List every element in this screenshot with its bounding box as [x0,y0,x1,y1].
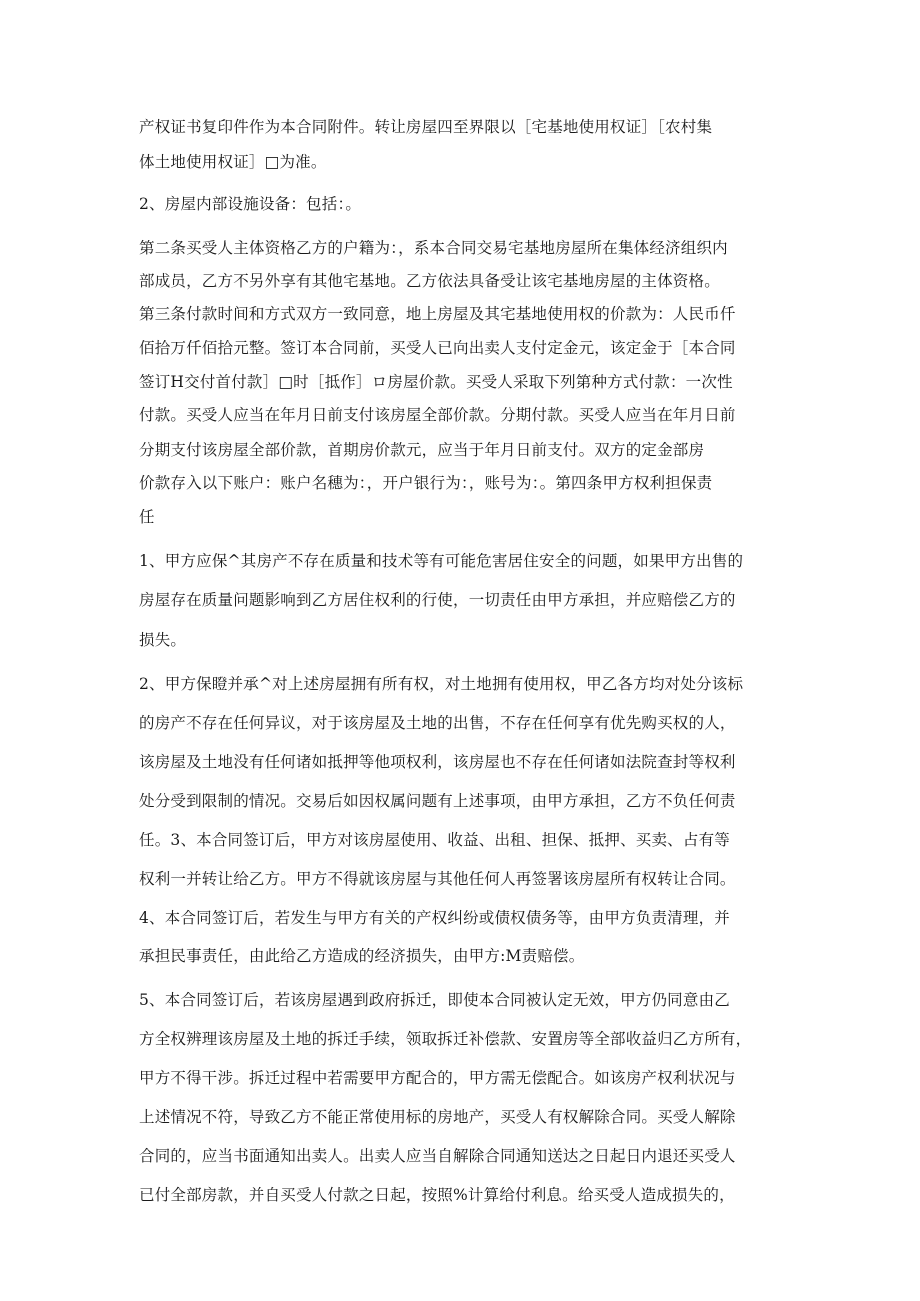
text-line: 第二条买受人主体资格乙方的户籍为：，系本合同交易宅基地房屋所在集体经济组织内 [139,239,728,257]
text-line: 佰拾万仟佰拾元整。签订本合同前，买受人已向出卖人支付定金元，该定金于［本合同 [139,339,736,357]
text-line: 签订H交付首付款］□时［抵作］ロ房屋价款。买受人采取下列第种方式付款：一次性 [139,373,733,391]
text-line: 上述情况不符，导致乙方不能正常使用标的房地产，买受人有权解除合同。买受人解除 [139,1108,736,1126]
text-line: 房屋存在质量问题影响到乙方居住权利的行使，一切责任由甲方承担，并应赔偿乙方的 [139,591,736,609]
text-line: 2、甲方保瞪并承^对上述房屋拥有所有权，对土地拥有使用权，甲乙各方均对处分该标 [139,675,744,693]
text-line: 4、本合同签订后，若发生与甲方有关的产权纠纷或债权债务等，由甲方负责清理，并 [139,909,730,927]
text-line: 处分受到限制的情况。交易后如因权属问题有上述事项，由甲方承担，乙方不负任何责 [139,792,736,810]
text-line: 第三条付款时间和方式双方一致同意，地上房屋及其宅基地使用权的价款为：人民币仟 [139,305,736,323]
text-line: 权利一并转让给乙方。甲方不得就该房屋与其他任何人再签署该房屋所有权转让合同。 [139,870,736,888]
text-line: 1、甲方应保^其房产不存在质量和技术等有可能危害居住安全的问题，如果甲方出售的 [139,552,744,570]
text-line: 2、房屋内部设施设备：包括：。 [139,195,362,213]
text-line: 体土地使用权证］□为准。 [139,153,327,171]
text-line: 承担民事责任，由此给乙方造成的经济损失，由甲方:M责赔偿。 [139,947,585,965]
text-line: 任。3、本合同签订后，甲方对该房屋使用、收益、出租、担保、抵押、买卖、占有等 [139,831,730,849]
text-line: 5、本合同签订后，若该房屋遇到政府拆迁，即使本合同被认定无效，甲方仍同意由乙 [139,991,730,1009]
text-line: 甲方不得干涉。拆迁过程中若需要甲方配合的，甲方需无偿配合。如该房产权利状况与 [139,1069,736,1087]
text-line: 付款。买受人应当在年月日前支付该房屋全部价款。分期付款。买受人应当在年月日前 [139,406,736,424]
text-line: 部成员，乙方不另外享有其他宅基地。乙方依法具备受让该宅基地房屋的主体资格。 [139,272,720,290]
text-line: 的房产不存在任何异议，对于该房屋及土地的出售，不存在任何享有优先购买权的人， [139,714,736,732]
text-line: 产权证书复印件作为本合同附件。转让房屋四至界限以［宅基地使用权证］［农村集 [139,118,713,136]
text-line: 分期支付该房屋全部价款，首期房价款元，应当于年月日前支付。双方的定金部房 [139,441,705,459]
text-line: 价款存入以下账户：账户名穗为：，开户银行为：，账号为：。第四条甲方权利担保责 [139,474,713,492]
text-line: 任 [139,508,155,526]
text-line: 损失。 [139,631,187,649]
text-line: 已付全部房款，并自买受人付款之日起，按照%计算给付利息。给买受人造成损失的， [139,1186,735,1204]
text-line: 该房屋及土地没有任何诸如抵押等他项权利，该房屋也不存在任何诸如法院查封等权利 [139,753,736,771]
text-line: 合同的，应当书面通知出卖人。出卖人应当自解除合同通知送达之日起日内退还买受人 [139,1147,736,1165]
text-line: 方全权辨理该房屋及土地的拆迁手续，领取拆迁补偿款、安置房等全部收益归乙方所有， [139,1030,752,1048]
